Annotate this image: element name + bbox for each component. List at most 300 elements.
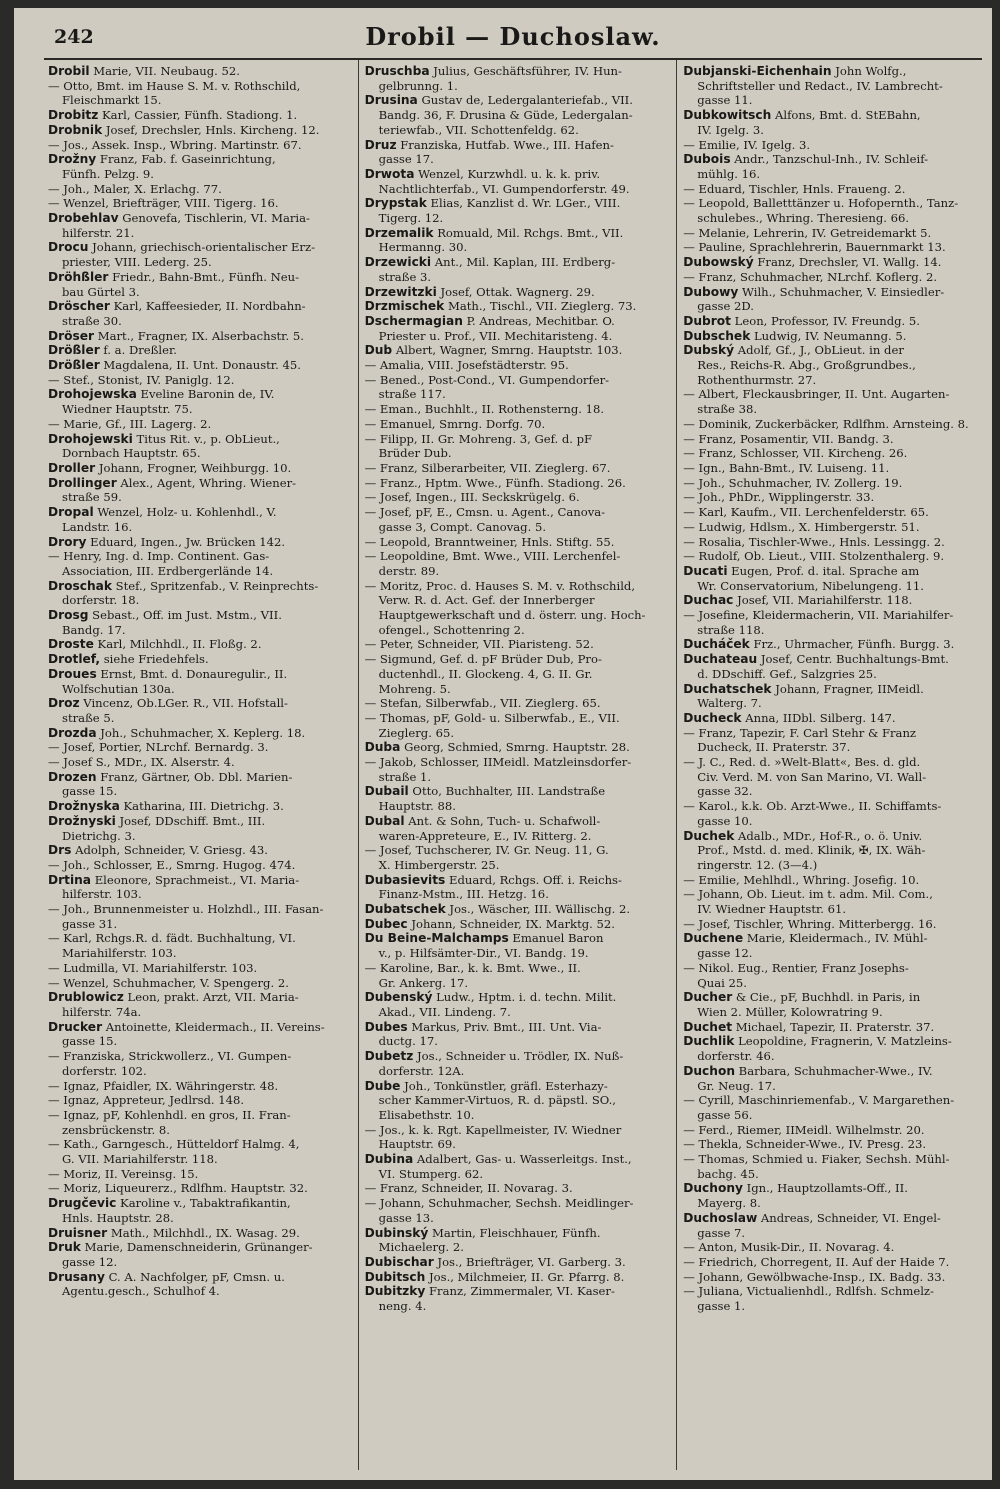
- directory-entry: [683, 1064, 978, 1093]
- entry-line: [365, 1270, 673, 1285]
- entry-text: — Ign., Bahn-Bmt., IV. Luiseng. 11.: [683, 460, 890, 475]
- entry-text: — Wenzel, Schuhmacher, V. Spengerg. 2.: [48, 975, 289, 990]
- column-2: [359, 60, 678, 1470]
- entry-text: — Karoline, Bar., k. k. Bmt. Wwe., II.: [364, 960, 581, 975]
- entry-text: — Otto, Bmt. im Hause S. M. v. Rothschild,: [48, 78, 301, 93]
- surname: Dubec: [364, 916, 408, 931]
- entry-text: Martin, Fleischhauer, Fünfh.: [428, 1225, 601, 1240]
- entry-text: Bandg. 36, F. Drusina & Güde, Ledergalan-: [378, 108, 633, 123]
- entry-line: [365, 64, 673, 79]
- surname: Droues: [48, 666, 97, 681]
- directory-entry: [683, 931, 978, 960]
- entry-line: [48, 858, 354, 873]
- directory-entry: [683, 476, 978, 491]
- directory-entry: [683, 270, 978, 285]
- directory-entry: [48, 1137, 354, 1166]
- entry-text: dorferstr. 46.: [697, 1049, 775, 1064]
- entry-line: [48, 1064, 354, 1079]
- surname: Dubowský: [683, 255, 754, 270]
- entry-text: Bandg. 17.: [62, 622, 126, 637]
- directory-entry: [365, 461, 673, 476]
- entry-text: Katharina, III. Dietrichg. 3.: [119, 799, 284, 814]
- entry-line: [683, 446, 978, 461]
- entry-text: — Dominik, Zuckerbäcker, Rdlfhm. Arnsteing. 8.: [683, 416, 969, 431]
- entry-line: [365, 152, 673, 167]
- directory-entry: [683, 1240, 978, 1255]
- entry-line: [365, 358, 673, 373]
- entry-text: Magdalena, II. Unt. Donaustr. 45.: [99, 358, 301, 373]
- entry-text: Adalb., MDr., Hof-R., o. ö. Univ.: [734, 828, 923, 843]
- surname: Drzmischek: [364, 299, 445, 314]
- surname: Dube: [364, 1078, 401, 1093]
- entry-line: [365, 667, 673, 682]
- page-number: 242: [54, 26, 94, 48]
- entry-line: [365, 314, 673, 329]
- entry-text: — Nikol. Eug., Rentier, Franz Josephs-: [683, 960, 909, 975]
- directory-entry: [683, 1123, 978, 1138]
- entry-line: [365, 784, 673, 799]
- surname: Drohojewska: [48, 387, 137, 402]
- directory-entry: [48, 240, 354, 269]
- entry-text: Mart., Fragner, IX. Alserbachstr. 5.: [94, 328, 304, 343]
- directory-entry: [48, 1181, 354, 1196]
- entry-line: [683, 873, 978, 888]
- surname: Dubail: [364, 784, 409, 799]
- entry-text: Leon, Professor, IV. Freundg. 5.: [730, 313, 920, 328]
- entry-text: — Franz, Schneider, II. Novarag. 3.: [364, 1181, 573, 1196]
- entry-line: [365, 711, 673, 726]
- entry-text: Romuald, Mil. Rchgs. Bmt., VII.: [433, 225, 624, 240]
- entry-line: [365, 1152, 673, 1167]
- entry-text: straße 5.: [62, 710, 115, 725]
- surname: Dubenský: [364, 990, 433, 1005]
- entry-text: Dornbach Hauptstr. 65.: [62, 446, 201, 461]
- entry-line: [48, 299, 354, 314]
- directory-entry: [683, 1020, 978, 1035]
- entry-line: [683, 1020, 978, 1035]
- entry-text: ringerstr. 12. (3—4.): [697, 857, 818, 872]
- entry-line: [48, 946, 354, 961]
- directory-entry: [48, 196, 354, 211]
- entry-line: [683, 858, 978, 873]
- entry-text: — Karl, Kaufm., VII. Lerchenfelderstr. 65.: [683, 505, 929, 520]
- surname: Dubetz: [364, 1049, 414, 1064]
- surname: Drohojewski: [48, 431, 133, 446]
- entry-line: [683, 814, 978, 829]
- entry-line: [365, 726, 673, 741]
- directory-entry: [365, 961, 673, 990]
- entry-line: [365, 1181, 673, 1196]
- entry-text: Eduard, Rchgs. Off. i. Reichs-: [445, 872, 622, 887]
- entry-text: Jos., Schneider u. Trödler, IX. Nuß-: [413, 1049, 624, 1064]
- entry-line: [683, 608, 978, 623]
- entry-text: VI. Stumperg. 62.: [378, 1166, 484, 1181]
- entry-text: — Josef, Ingen., III. Seckskrügelg. 6.: [364, 490, 580, 505]
- directory-entry: [683, 608, 978, 637]
- entry-line: [365, 329, 673, 344]
- entry-line: [48, 152, 354, 167]
- entry-line: [365, 564, 673, 579]
- directory-entry: [48, 579, 354, 608]
- directory-entry: [683, 726, 978, 755]
- surname: Droste: [48, 637, 94, 652]
- entry-line: [683, 343, 978, 358]
- directory-entry: [365, 579, 673, 638]
- surname: Drtina: [48, 872, 92, 887]
- directory-entry: [365, 299, 673, 314]
- entry-line: [365, 1226, 673, 1241]
- entry-line: [48, 755, 354, 770]
- entry-text: gelbrunng. 1.: [378, 78, 458, 93]
- entry-text: Josef, VII. Mariahilferstr. 118.: [733, 593, 913, 608]
- surname: Dubatschek: [364, 902, 446, 917]
- entry-line: [683, 387, 978, 402]
- entry-text: Association, III. Erdbergerlände 14.: [62, 563, 274, 578]
- surname: Droz: [48, 696, 80, 711]
- entry-text: Markus, Priv. Bmt., III. Unt. Via-: [407, 1019, 602, 1034]
- entry-text: gasse 15.: [62, 1034, 118, 1049]
- directory-entry: [365, 652, 673, 696]
- entry-line: [683, 652, 978, 667]
- directory-entry: [48, 152, 354, 181]
- entry-line: [683, 1270, 978, 1285]
- entry-line: [683, 1064, 978, 1079]
- entry-line: [683, 1240, 978, 1255]
- surname: Drobehlav: [48, 211, 119, 226]
- entry-text: Julius, Geschäftsführer, IV. Hun-: [429, 64, 622, 78]
- entry-line: [48, 873, 354, 888]
- surname: Drzewicki: [364, 255, 432, 270]
- directory-columns: [44, 60, 982, 1470]
- entry-line: [683, 196, 978, 211]
- entry-text: Albert, Wagner, Smrng. Hauptstr. 103.: [392, 343, 623, 358]
- surname: Dubschek: [683, 328, 751, 343]
- entry-line: [683, 946, 978, 961]
- entry-text: Eugen, Prof. d. ital. Sprache am: [727, 563, 920, 578]
- entry-line: [48, 976, 354, 991]
- directory-entry: [683, 1211, 978, 1240]
- entry-text: Barbara, Schuhmacher-Wwe., IV.: [735, 1063, 933, 1078]
- entry-line: [48, 358, 354, 373]
- entry-line: [365, 682, 673, 697]
- entry-line: [365, 887, 673, 902]
- entry-line: [365, 93, 673, 108]
- surname: Duchateau: [683, 652, 758, 667]
- directory-entry: [48, 1079, 354, 1094]
- entry-line: [365, 432, 673, 447]
- entry-text: — Juliana, Victualienhdl., Rdlfsh. Schmelz-: [683, 1284, 934, 1299]
- entry-text: — Thomas, Schmied u. Fiaker, Sechsh. Mühl-: [683, 1152, 950, 1167]
- entry-text: C. A. Nachfolger, pF, Cmsn. u.: [104, 1269, 285, 1284]
- directory-entry: [365, 314, 673, 343]
- entry-line: [683, 682, 978, 697]
- entry-text: — Josef, Tuchscherer, IV. Gr. Neug. 11, G.: [364, 843, 609, 858]
- entry-line: [48, 1079, 354, 1094]
- surname: Druz: [364, 137, 397, 152]
- surname: Dschermagian: [364, 313, 463, 328]
- entry-text: gasse 1.: [697, 1299, 746, 1314]
- directory-entry: [48, 1226, 354, 1241]
- entry-line: [48, 579, 354, 594]
- entry-line: [48, 726, 354, 741]
- entry-line: [365, 829, 673, 844]
- entry-line: [365, 1034, 673, 1049]
- entry-text: Prof., Mstd. d. med. Klinik, ✠, IX. Wäh-: [697, 843, 926, 858]
- directory-entry: [683, 387, 978, 416]
- entry-text: — Leopoldine, Bmt. Wwe., VIII. Lerchenfel-: [364, 549, 621, 564]
- entry-line: [365, 740, 673, 755]
- directory-entry: [683, 1181, 978, 1210]
- entry-line: [365, 490, 673, 505]
- entry-line: [683, 417, 978, 432]
- surname: Ducháček: [683, 637, 750, 652]
- entry-line: [683, 373, 978, 388]
- entry-line: [48, 476, 354, 491]
- surname: Drobnik: [48, 122, 103, 137]
- entry-text: & Cie., pF, Buchhdl. in Paris, in: [732, 990, 921, 1005]
- entry-line: [365, 843, 673, 858]
- surname: Duchatschek: [683, 681, 772, 696]
- entry-text: gasse 11.: [697, 93, 753, 108]
- entry-line: [683, 887, 978, 902]
- entry-line: [683, 138, 978, 153]
- entry-text: — Stefan, Silberwfab., VII. Zieglerg. 65.: [364, 696, 601, 711]
- entry-text: straße 1.: [378, 769, 432, 784]
- directory-entry: [683, 564, 978, 593]
- entry-text: Wenzel, Holz- u. Kohlenhdl., V.: [93, 505, 277, 520]
- directory-entry: [48, 108, 354, 123]
- entry-text: Vincenz, Ob.LGer. R., VII. Hofstall-: [79, 696, 288, 711]
- entry-line: [365, 1240, 673, 1255]
- entry-line: [48, 931, 354, 946]
- entry-line: [683, 1005, 978, 1020]
- entry-text: Otto, Buchhalter, III. Landstraße: [408, 784, 606, 799]
- entry-text: — Joh., Schlosser, E., Smrng. Hugog. 474.: [48, 857, 296, 872]
- entry-line: [365, 79, 673, 94]
- entry-line: [365, 446, 673, 461]
- surname: Drzemalik: [364, 225, 434, 240]
- surname: Dubský: [683, 343, 735, 358]
- entry-text: Verw. R. d. Act. Gef. der Innerberger: [378, 593, 595, 608]
- directory-entry: [365, 402, 673, 417]
- entry-line: [365, 1284, 673, 1299]
- directory-entry: [365, 476, 673, 491]
- entry-line: [683, 1196, 978, 1211]
- entry-line: [683, 1284, 978, 1299]
- entry-text: Frz., Uhrmacher, Fünfh. Burgg. 3.: [749, 637, 955, 652]
- entry-line: [683, 358, 978, 373]
- surname: Dröscher: [48, 299, 110, 314]
- column-3: [677, 60, 982, 1470]
- entry-text: — Pauline, Sprachlehrerin, Bauernmarkt 13.: [683, 240, 946, 255]
- directory-entry: [683, 196, 978, 225]
- directory-entry: [365, 1284, 673, 1313]
- entry-text: dorferstr. 12A.: [378, 1063, 465, 1078]
- entry-text: — Thomas, pF, Gold- u. Silberwfab., E., VII.: [364, 710, 620, 725]
- entry-text: Fünfh. Pelzg. 9.: [62, 166, 154, 181]
- entry-line: [48, 990, 354, 1005]
- entry-text: Karl, Cassier, Fünfh. Stadiong. 1.: [98, 108, 298, 123]
- entry-text: Fleischmarkt 15.: [62, 93, 162, 108]
- surname: Drobil: [48, 64, 90, 78]
- directory-entry: [683, 490, 978, 505]
- entry-line: [683, 1093, 978, 1108]
- directory-entry: [683, 829, 978, 873]
- entry-line: [683, 579, 978, 594]
- entry-text: — Joh., Schuhmacher, IV. Zollerg. 19.: [683, 475, 903, 490]
- directory-entry: [48, 961, 354, 976]
- entry-text: gasse 10.: [697, 813, 753, 828]
- entry-text: Wolfschutian 130a.: [62, 681, 175, 696]
- entry-line: [683, 843, 978, 858]
- surname: Dubowy: [683, 284, 739, 299]
- entry-text: Eveline Baronin de, IV.: [136, 387, 275, 402]
- entry-line: [48, 373, 354, 388]
- entry-text: — Karol., k.k. Ob. Arzt-Wwe., II. Schiffamts-: [683, 799, 942, 814]
- entry-text: Agentu.gesch., Schulhof 4.: [62, 1284, 220, 1299]
- directory-entry: [365, 93, 673, 137]
- surname: Drucker: [48, 1019, 103, 1034]
- directory-entry: [683, 1255, 978, 1270]
- entry-text: Stef., Spritzenfab., V. Reinprechts-: [111, 578, 319, 593]
- entry-text: Andr., Tanzschul-Inh., IV. Schleif-: [730, 152, 929, 167]
- surname: Drocu: [48, 240, 89, 255]
- entry-line: [365, 696, 673, 711]
- entry-line: [365, 240, 673, 255]
- entry-text: Landstr. 16.: [62, 519, 133, 534]
- entry-line: [365, 623, 673, 638]
- entry-text: Ducheck, II. Praterstr. 37.: [697, 740, 851, 755]
- surname: Dubitsch: [364, 1269, 426, 1284]
- entry-text: Marie, Damenschneiderin, Grünanger-: [80, 1240, 313, 1255]
- entry-text: gasse 31.: [62, 916, 118, 931]
- entry-line: [365, 138, 673, 153]
- entry-line: [48, 387, 354, 402]
- surname: Duchek: [683, 828, 735, 843]
- directory-entry: [48, 138, 354, 153]
- entry-line: [365, 196, 673, 211]
- entry-text: hilferstr. 103.: [62, 887, 142, 902]
- entry-text: — Leopold, Balletttänzer u. Hofopernth., Tanz-: [683, 196, 959, 211]
- entry-line: [48, 402, 354, 417]
- entry-line: [48, 64, 354, 79]
- directory-entry: [683, 1137, 978, 1152]
- entry-line: [48, 784, 354, 799]
- entry-text: — Franz, Posamentir, VII. Bandg. 3.: [683, 431, 894, 446]
- entry-line: [48, 961, 354, 976]
- directory-entry: [683, 652, 978, 681]
- directory-entry: [683, 329, 978, 344]
- entry-line: [683, 505, 978, 520]
- surname: Drozda: [48, 725, 97, 740]
- entry-text: straße 117.: [378, 387, 446, 402]
- directory-entry: [365, 432, 673, 461]
- directory-entry: [48, 843, 354, 858]
- surname: Dubina: [364, 1152, 414, 1167]
- entry-line: [365, 1093, 673, 1108]
- entry-line: [365, 123, 673, 138]
- entry-text: f. a. Dreßler.: [99, 343, 177, 358]
- directory-entry: [683, 226, 978, 241]
- entry-text: Rothenthurmstr. 27.: [697, 372, 817, 387]
- entry-text: straße 38.: [697, 402, 758, 417]
- entry-text: Mohreng. 5.: [378, 681, 451, 696]
- entry-text: mühlg. 16.: [697, 166, 761, 181]
- entry-line: [365, 1020, 673, 1035]
- entry-line: [48, 740, 354, 755]
- entry-line: [365, 976, 673, 991]
- entry-text: — Ignaz, Pfaidler, IX. Währingerstr. 48.: [48, 1078, 279, 1093]
- entry-line: [48, 1123, 354, 1138]
- surname: Duchet: [683, 1019, 733, 1034]
- entry-line: [365, 520, 673, 535]
- surname: Drwota: [364, 166, 415, 181]
- entry-text: Georg, Schmied, Smrng. Hauptstr. 28.: [400, 740, 630, 755]
- entry-line: [683, 93, 978, 108]
- directory-entry: [365, 196, 673, 225]
- entry-line: [365, 1299, 673, 1314]
- entry-line: [683, 1211, 978, 1226]
- entry-text: derstr. 89.: [378, 563, 440, 578]
- entry-line: [365, 1167, 673, 1182]
- directory-entry: [48, 1093, 354, 1108]
- entry-line: [683, 1079, 978, 1094]
- entry-text: — Jos., k. k. Rgt. Kapellmeister, IV. Wiedner: [364, 1122, 622, 1137]
- entry-line: [365, 226, 673, 241]
- entry-line: [48, 1020, 354, 1035]
- entry-line: [683, 182, 978, 197]
- directory-entry: [48, 535, 354, 550]
- directory-entry: [365, 1196, 673, 1225]
- directory-entry: [365, 902, 673, 917]
- entry-line: [683, 1226, 978, 1241]
- entry-text: Schriftsteller und Redact., IV. Lambrecht-: [697, 78, 943, 93]
- directory-entry: [48, 461, 354, 476]
- entry-line: [365, 285, 673, 300]
- entry-line: [683, 755, 978, 770]
- directory-entry: [48, 417, 354, 432]
- directory-entry: [48, 1270, 354, 1299]
- entry-text: — Moriz, Liqueurerz., Rdlfhm. Hauptstr. 32.: [48, 1181, 308, 1196]
- directory-entry: [365, 637, 673, 652]
- entry-line: [48, 196, 354, 211]
- entry-line: [365, 755, 673, 770]
- entry-text: Titus Rit. v., p. ObLieut.,: [132, 431, 280, 446]
- surname: Drs: [48, 843, 72, 858]
- entry-text: Akad., VII. Lindeng. 7.: [378, 1005, 511, 1019]
- entry-line: [683, 917, 978, 932]
- directory-entry: [683, 755, 978, 799]
- entry-line: [683, 1123, 978, 1138]
- surname: Duba: [364, 740, 401, 755]
- directory-entry: [683, 549, 978, 564]
- entry-text: Hermanng. 30.: [378, 240, 468, 255]
- entry-line: [683, 314, 978, 329]
- entry-line: [683, 285, 978, 300]
- directory-entry: [48, 123, 354, 138]
- entry-line: [683, 108, 978, 123]
- entry-line: [683, 1108, 978, 1123]
- directory-entry: [365, 931, 673, 960]
- entry-line: [48, 1005, 354, 1020]
- entry-line: [365, 814, 673, 829]
- directory-entry: [48, 432, 354, 461]
- entry-line: [683, 696, 978, 711]
- directory-entry: [365, 814, 673, 843]
- entry-line: [683, 1255, 978, 1270]
- directory-entry: [683, 873, 978, 888]
- directory-entry: [365, 755, 673, 784]
